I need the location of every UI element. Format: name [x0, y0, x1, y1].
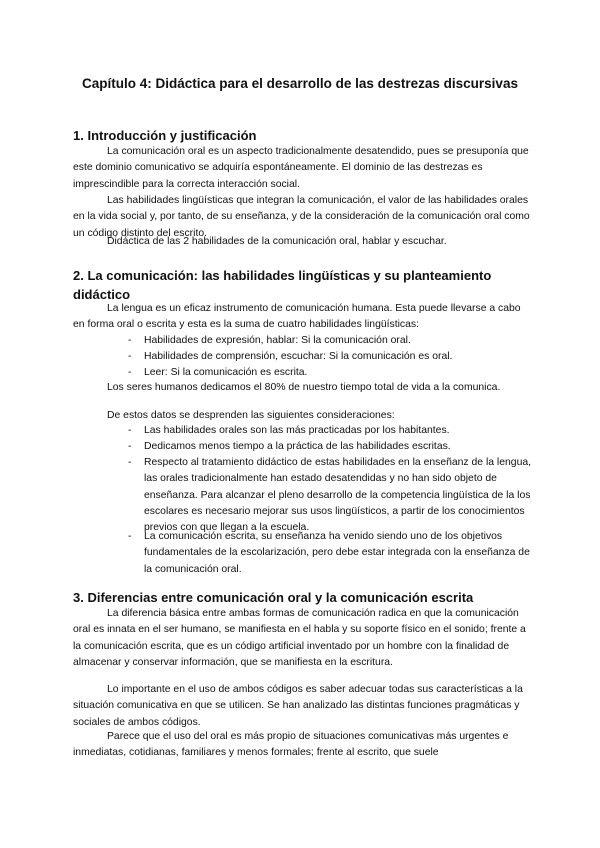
list-item: Dedicamos menos tiempo a la práctica de las habilidades escritas.: [144, 441, 451, 452]
list-dash: -: [128, 367, 132, 378]
list-dash: -: [128, 351, 132, 362]
list-dash: -: [128, 441, 132, 452]
list-dash: -: [128, 425, 132, 436]
list-item: Las habilidades orales son las más practicadas por los habitantes.: [144, 425, 450, 436]
section-1-paragraph-1: La comunicación oral es un aspecto tradicionalmente desatendido, pues se presuponía que este dominio comunicativo se adquiría espontáneamente. El dominio de las destrezas es imprescindible para la correcta interacción social.: [73, 146, 529, 190]
section-2-paragraph-1: La lengua es un eficaz instrumento de comunicación humana. Esta puede llevarse a cabo en forma oral o escrita y esta es la suma de cuatro habilidades lingüísticas:: [73, 303, 521, 331]
section-1-heading: 1. Introducción y justificación: [73, 128, 257, 143]
section-1-paragraph-3: Didáctica de las 2 habilidades de la comunicación oral, hablar y escuchar.: [107, 236, 447, 247]
section-3-heading: 3. Diferencias entre comunicación oral y la comunicación escrita: [73, 590, 474, 605]
section-3-paragraph-1: La diferencia básica entre ambas formas de comunicación radica en que la comunicación oral es innata en el ser humano, se manifiesta en el habla y su soporte físico en el sonido; frente a la comunicación escrita, que es un código artificial inventado por un hombre con la finalidad de almacenar y conservar información, que se manifiesta en la escritura.: [73, 608, 526, 668]
list-item: Leer: Si la comunicación es escrita.: [144, 367, 308, 378]
section-2-heading: 2. La comunicación: las habilidades lingüísticas y su planteamiento didáctico: [73, 268, 492, 302]
chapter-title: Capítulo 4: Didáctica para el desarrollo de las destrezas discursivas: [82, 76, 518, 91]
section-3-paragraph-2: Lo importante en el uso de ambos códigos es saber adecuar todas sus características a la situación comunicativa en que se utilicen. Se han analizado las distintas funciones pragmáticas y sociales de ambos códigos.: [73, 684, 523, 728]
list-dash: -: [128, 335, 132, 346]
section-1-paragraph-2: Las habilidades lingüísticas que integran la comunicación, el valor de las habilidades orales en la vida social y, por tanto, de su enseñanza, y de la consideración de la comunicación oral como un código distinto del escrito.: [73, 195, 530, 239]
list-item: La comunicación escrita, su enseñanza ha venido siendo uno de los objetivos fundamentales de la escolarización, pero debe estar integrada con la enseñanza de la comunicación oral.: [144, 531, 530, 575]
list-dash: -: [128, 531, 132, 542]
list-item: Habilidades de comprensión, escuchar: Si la comunicación es oral.: [144, 351, 453, 362]
list-item: Habilidades de expresión, hablar: Si la comunicación oral.: [144, 335, 411, 346]
section-2-paragraph-2: Los seres humanos dedicamos el 80% de nuestro tiempo total de vida a la comunica.: [107, 382, 501, 393]
list-dash: -: [128, 457, 132, 468]
section-2-paragraph-3: De estos datos se desprenden las siguientes consideraciones:: [107, 410, 395, 421]
list-item: Respecto al tratamiento didáctico de estas habilidades en la enseñanz de la lengua, las orales tradicionalmente han estado desatendidas y no han sido objeto de enseñanza. Para alcanzar el pleno desarrollo de la competencia lingüística de la los escolares es necesario mejorar sus usos lingüísticos, a partir de los conocimientos previos con que llegan a la escuela.: [144, 457, 532, 534]
section-3-paragraph-3: Parece que el uso del oral es más propio de situaciones comunicativas más urgentes e inmediatas, cotidianas, familiares y menos formales; frente al escrito, que suele: [73, 731, 509, 759]
